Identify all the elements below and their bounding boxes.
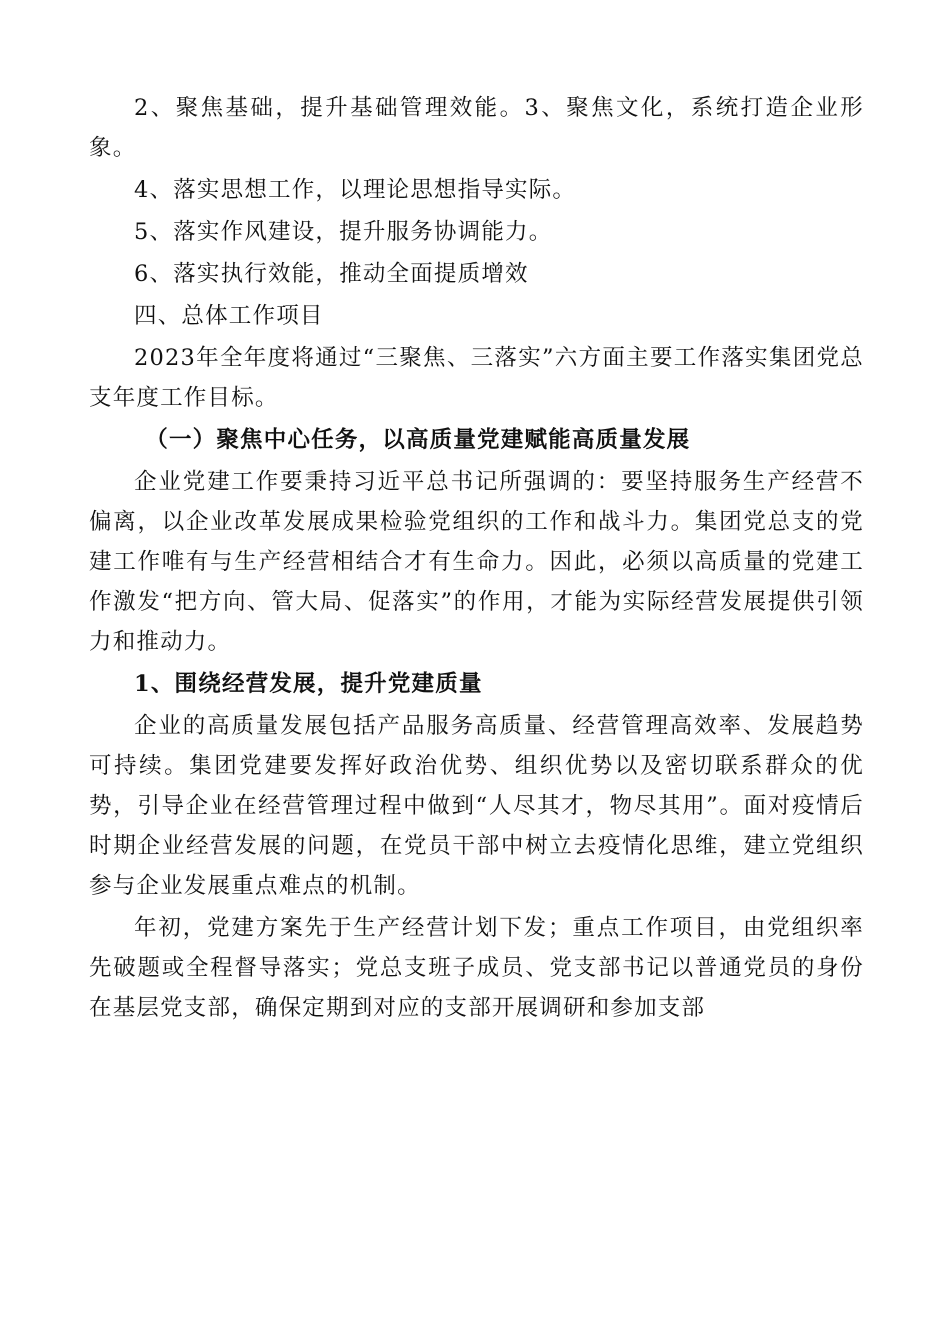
paragraph-party-building-principle: 企业党建工作要秉持习近平总书记所强调的：要坚持服务生产经营不偏离，以企业改革发展成果检验党组织的工作和战斗力。集团党总支的党建工作唯有与生产经营相结合才有生命力。因此，必须以高质量的党建工作激发“把方向、管大局、促落实”的作用，才能为实际经营发展提供引领力和推动力。: [89, 469, 864, 655]
paragraph-focus-foundation-culture: 2、聚焦基础，提升基础管理效能。3、聚焦文化，系统打造企业形象。: [89, 95, 864, 161]
paragraph-implement-thought-work: 4、落实思想工作，以理论思想指导实际。: [134, 177, 577, 203]
paragraph-high-quality-development: 企业的高质量发展包括产品服务高质量、经营管理高效率、发展趋势可持续。集团党建要发挥好政治优势、组织优势以及密切联系群众的优势，引导企业在经营管理过程中做到“人尽其才，物尽其用”。面对疫情后时期企业经营发展的问题，在党员干部中树立去疫情化思维，建立党组织参与企业发展重点难点的机制。: [89, 713, 864, 899]
subsection-heading-central-tasks: （一）聚焦中心任务，以高质量党建赋能高质量发展: [145, 427, 691, 453]
paragraph-implement-efficiency: 6、落实执行效能，推动全面提质增效: [134, 261, 529, 287]
paragraph-implement-work-style: 5、落实作风建设，提升服务协调能力。: [134, 219, 553, 245]
item-heading-business-development: 1、围绕经营发展，提升党建质量: [134, 671, 483, 697]
document-body: [89, 88, 864, 1028]
paragraph-annual-goal: 2023年全年度将通过“三聚焦、三落实”六方面主要工作落实集团党总支年度工作目标。: [89, 345, 864, 411]
paragraph-beginning-of-year-plan: 年初，党建方案先于生产经营计划下发；重点工作项目，由党组织率先破题或全程督导落实；党总支班子成员、党支部书记以普通党员的身份在基层党支部，确保定期到对应的支部开展调研和参加支部: [89, 915, 864, 1021]
section-heading-overall-projects: 四、总体工作项目: [134, 303, 324, 329]
